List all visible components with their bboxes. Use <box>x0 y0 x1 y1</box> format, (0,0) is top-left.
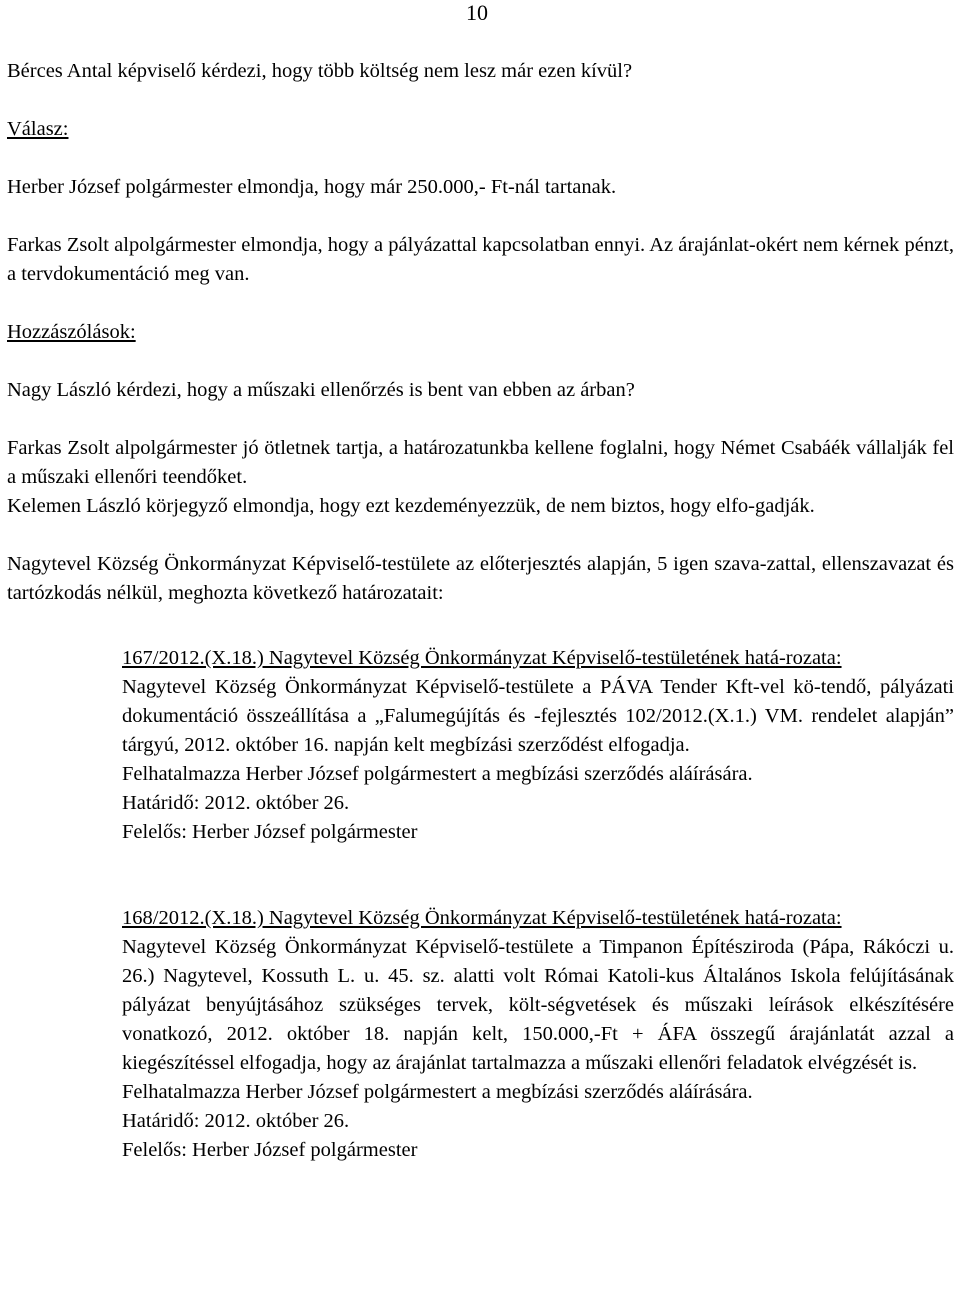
resolution-body: Nagytevel Község Önkormányzat Képviselő-testülete a Timpanon Építésziroda (Pápa, Rákóczi u. 26.) Nagytevel, Kossuth L. u. 45. sz. alatti volt Római Katoli-kus Általános Iskola felújításának pályázat benyújtásához szükséges tervek, költ-ségvetések és műszaki leírások elkészítésére vonatkozó, 2012. október 18. napján kelt, 150.000,-Ft + ÁFA összegű árajánlatát azzal a kiegészítéssel elfogadja, hogy az árajánlat tartalmazza a műszaki ellenőri feladatok elvégzését is. <box>122 936 954 1074</box>
comments-heading: Hozzászólások: <box>7 321 136 343</box>
document-body <box>7 57 954 1165</box>
resolution-deadline: Határidő: 2012. október 26. <box>122 792 350 814</box>
resolution-body: Nagytevel Község Önkormányzat Képviselő-testülete a PÁVA Tender Kft-vel kö-tendő, pályázati dokumentáció összeállítása a „Falumegújítás és -fejlesztés 102/2012.(X.1.) VM. rendelet alapján” tárgyú, 2012. október 16. napján kelt megbízási szerződést elfogadja. <box>122 676 954 756</box>
answer-paragraph: Herber József polgármester elmondja, hogy már 250.000,- Ft-nál tartanak. <box>7 176 617 198</box>
resolution-title: 167/2012.(X.18.) Nagytevel Község Önkormányzat Képviselő-testületének hatá-rozata: <box>122 647 842 669</box>
decision-intro-paragraph: Nagytevel Község Önkormányzat Képviselő-testülete az előterjesztés alapján, 5 igen szava-zattal, ellenszavazat és tartózkodás nélkül, meghozta következő határozatait: <box>7 553 954 604</box>
page-number: 10 <box>466 0 488 25</box>
deputy-mayor-suggestion-paragraph: Farkas Zsolt alpolgármester jó ötletnek tartja, a határozatunkba kellene foglalni, hogy Német Csabáék vállalják fel a műszaki ellenőri teendőket. <box>7 437 954 488</box>
resolution-deadline: Határidő: 2012. október 26. <box>122 1110 350 1132</box>
deputy-mayor-paragraph: Farkas Zsolt alpolgármester elmondja, hogy a pályázattal kapcsolatban ennyi. Az árajánlat-okért nem kérnek pénzt, a tervdokumentáció meg van. <box>7 234 954 285</box>
question-paragraph: Bérces Antal képviselő kérdezi, hogy több költség nem lesz már ezen kívül? <box>7 60 633 82</box>
resolution-responsible: Felelős: Herber József polgármester <box>122 1139 418 1161</box>
resolution-authorization: Felhatalmazza Herber József polgármestert a megbízási szerződés aláírására. <box>122 1081 753 1103</box>
resolution-responsible: Felelős: Herber József polgármester <box>122 821 418 843</box>
inspection-question-paragraph: Nagy László kérdezi, hogy a műszaki ellenőrzés is bent van ebben az árban? <box>7 379 635 401</box>
resolution-authorization: Felhatalmazza Herber József polgármestert a megbízási szerződés aláírására. <box>122 763 753 785</box>
resolution-title: 168/2012.(X.18.) Nagytevel Község Önkormányzat Képviselő-testületének hatá-rozata: <box>122 907 842 929</box>
answer-heading: Válasz: <box>7 118 69 140</box>
resolution-168 <box>122 904 954 1165</box>
resolution-167 <box>122 644 954 847</box>
notary-paragraph: Kelemen László körjegyző elmondja, hogy ezt kezdeményezzük, de nem biztos, hogy elfo-gadják. <box>7 495 815 517</box>
